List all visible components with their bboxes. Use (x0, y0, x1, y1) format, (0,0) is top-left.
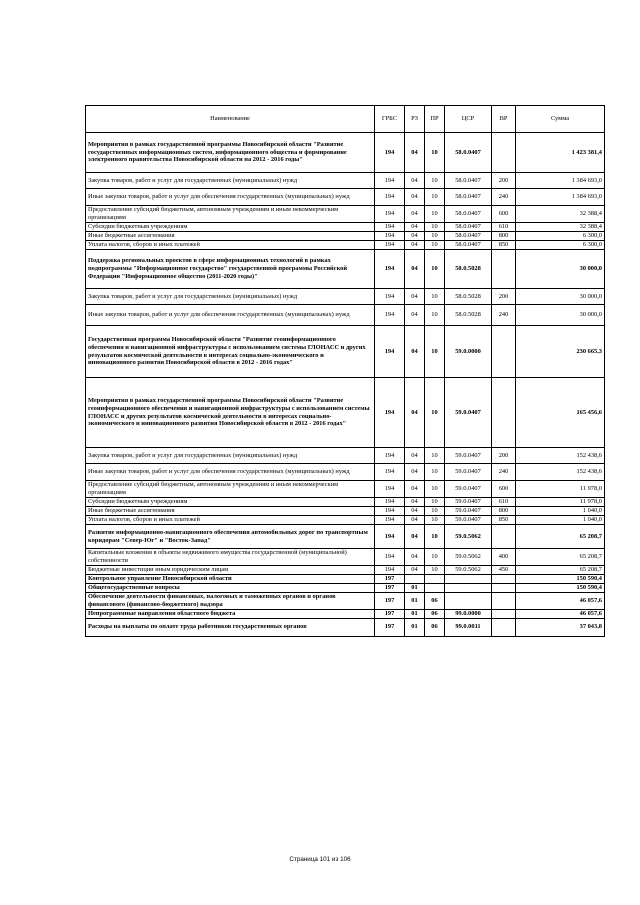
cell-vr: 600 (492, 206, 516, 223)
header-rz: РЗ (405, 106, 425, 133)
cell-vr: 200 (492, 448, 516, 464)
cell-name: Бюджетные инвестиции иным юридическим лицам (86, 565, 375, 574)
cell-pr: 10 (425, 378, 445, 448)
cell-sum: 6 300,0 (516, 232, 605, 241)
cell-vr (492, 525, 516, 549)
cell-sum: 150 590,4 (516, 583, 605, 592)
table-row (86, 507, 605, 516)
cell-csr: 58.0.5028 (445, 250, 492, 289)
cell-rz: 01 (405, 609, 425, 618)
cell-pr: 10 (425, 549, 445, 566)
cell-name: Государственная программа Новосибирской области "Развитие геоинформационного обеспечения и навигационной инфраструктуры с использованием системы ГЛОНАСС и других результатов космической деятельности в интересах социально-экономического и инновационного развития Новосибирской области в 2012 - 2016 годах" (86, 326, 375, 378)
table-row (86, 618, 605, 636)
cell-pr (425, 583, 445, 592)
table-row (86, 189, 605, 206)
cell-rz: 04 (405, 498, 425, 507)
cell-vr (492, 583, 516, 592)
cell-csr (445, 574, 492, 583)
cell-vr: 600 (492, 481, 516, 498)
cell-grbs: 197 (375, 609, 405, 618)
cell-csr: 59.0.5062 (445, 565, 492, 574)
cell-name: Поддержка региональных проектов в сфере информационных технологий в рамках подпрограммы "Информационное государство" государственной программы Российской Федерации "Информационное общество (2011-2020 годы)" (86, 250, 375, 289)
cell-rz: 04 (405, 464, 425, 481)
table-row (86, 481, 605, 498)
cell-name: Закупка товаров, работ и услуг для государственных (муниципальных) нужд (86, 173, 375, 189)
cell-grbs: 194 (375, 189, 405, 206)
cell-pr: 10 (425, 305, 445, 326)
cell-csr (445, 583, 492, 592)
cell-grbs: 194 (375, 326, 405, 378)
cell-grbs: 197 (375, 618, 405, 636)
cell-csr: 58.0.0407 (445, 133, 492, 173)
cell-vr (492, 618, 516, 636)
cell-pr: 06 (425, 592, 445, 609)
cell-csr: 59.0.0407 (445, 507, 492, 516)
cell-rz: 04 (405, 507, 425, 516)
page-footer: Страница 101 из 106 (289, 856, 351, 863)
header-sum: Сумма (516, 106, 605, 133)
table-row (86, 516, 605, 525)
cell-grbs: 194 (375, 549, 405, 566)
cell-grbs: 197 (375, 592, 405, 609)
cell-csr: 59.0.5062 (445, 549, 492, 566)
cell-sum: 152 438,6 (516, 464, 605, 481)
cell-csr: 58.0.0407 (445, 189, 492, 206)
cell-name: Иные закупки товаров, работ и услуг для обеспечения государственных (муниципальных) нужд (86, 305, 375, 326)
cell-csr: 59.0.0407 (445, 378, 492, 448)
cell-pr: 10 (425, 525, 445, 549)
cell-rz (405, 574, 425, 583)
cell-sum: 6 300,0 (516, 241, 605, 250)
cell-sum: 11 978,0 (516, 498, 605, 507)
cell-name: Субсидии бюджетным учреждениям (86, 223, 375, 232)
cell-csr: 99.0.0011 (445, 618, 492, 636)
cell-rz: 04 (405, 250, 425, 289)
table-row (86, 448, 605, 464)
cell-vr: 200 (492, 173, 516, 189)
cell-pr: 10 (425, 448, 445, 464)
cell-vr (492, 250, 516, 289)
header-grbs: ГРБС (375, 106, 405, 133)
table-row (86, 133, 605, 173)
cell-pr: 06 (425, 609, 445, 618)
table-row (86, 326, 605, 378)
cell-name: Иные закупки товаров, работ и услуг для обеспечения государственных (муниципальных) нужд (86, 464, 375, 481)
cell-name: Уплата налогов, сборов и иных платежей (86, 241, 375, 250)
cell-rz: 04 (405, 289, 425, 305)
cell-sum: 65 208,7 (516, 549, 605, 566)
cell-grbs: 194 (375, 448, 405, 464)
cell-grbs: 194 (375, 250, 405, 289)
cell-csr: 58.0.5028 (445, 305, 492, 326)
header-csr: ЦСР (445, 106, 492, 133)
cell-vr (492, 133, 516, 173)
cell-sum: 32 388,4 (516, 223, 605, 232)
cell-csr: 58.0.0407 (445, 223, 492, 232)
cell-csr: 58.0.0407 (445, 173, 492, 189)
cell-rz: 04 (405, 241, 425, 250)
header-row (86, 106, 605, 133)
cell-name: Закупка товаров, работ и услуг для государственных (муниципальных) нужд (86, 289, 375, 305)
table-row (86, 241, 605, 250)
cell-vr (492, 378, 516, 448)
cell-vr (492, 592, 516, 609)
cell-pr: 10 (425, 133, 445, 173)
cell-sum: 65 208,7 (516, 565, 605, 574)
cell-pr: 10 (425, 507, 445, 516)
cell-vr: 450 (492, 565, 516, 574)
cell-name: Предоставление субсидий бюджетным, автономным учреждениям и иным некоммерческим организациям (86, 481, 375, 498)
cell-csr: 59.0.0000 (445, 326, 492, 378)
cell-vr: 610 (492, 498, 516, 507)
cell-vr (492, 574, 516, 583)
cell-grbs: 194 (375, 206, 405, 223)
table-row (86, 549, 605, 566)
table-row (86, 232, 605, 241)
cell-rz: 01 (405, 583, 425, 592)
cell-csr: 59.0.5062 (445, 525, 492, 549)
cell-vr: 850 (492, 241, 516, 250)
cell-sum: 152 438,6 (516, 448, 605, 464)
cell-sum: 30 000,0 (516, 250, 605, 289)
cell-vr (492, 609, 516, 618)
cell-rz: 04 (405, 223, 425, 232)
cell-rz: 04 (405, 189, 425, 206)
cell-csr (445, 592, 492, 609)
cell-name: Уплата налогов, сборов и иных платежей (86, 516, 375, 525)
cell-grbs: 194 (375, 565, 405, 574)
cell-csr: 59.0.0407 (445, 448, 492, 464)
table-row (86, 592, 605, 609)
cell-pr: 10 (425, 189, 445, 206)
cell-pr: 10 (425, 481, 445, 498)
cell-rz: 04 (405, 516, 425, 525)
cell-pr: 10 (425, 516, 445, 525)
table-row (86, 305, 605, 326)
cell-name: Мероприятия в рамках государственной программы Новосибирской области "Развитие геоинформационного обеспечения и навигационной инфраструктуры с использованием системы ГЛОНАСС и других результатов космической деятельности в интересах социально-экономического и инновационного развития Новосибирской области в 2012 - 2016 годах" (86, 378, 375, 448)
cell-pr: 10 (425, 464, 445, 481)
cell-name: Контрольное управление Новосибирской области (86, 574, 375, 583)
cell-name: Закупка товаров, работ и услуг для государственных (муниципальных) нужд (86, 448, 375, 464)
cell-name: Развитие информационно-навигационного обеспечения автомобильных дорог по транспортным коридорам "Север-Юг" и "Восток-Запад" (86, 525, 375, 549)
cell-grbs: 194 (375, 232, 405, 241)
table-row (86, 525, 605, 549)
cell-rz: 04 (405, 448, 425, 464)
cell-pr: 10 (425, 232, 445, 241)
table-row (86, 609, 605, 618)
cell-name: Обеспечение деятельности финансовых, налоговых и таможенных органов и органов финансового (финансово-бюджетного) надзора (86, 592, 375, 609)
cell-sum: 46 057,6 (516, 592, 605, 609)
cell-grbs: 194 (375, 223, 405, 232)
cell-sum: 230 665,3 (516, 326, 605, 378)
cell-csr: 59.0.0407 (445, 498, 492, 507)
cell-sum: 1 040,0 (516, 507, 605, 516)
cell-sum: 165 456,6 (516, 378, 605, 448)
header-name: Наименование (86, 106, 375, 133)
cell-name: Предоставление субсидий бюджетным, автономным учреждениям и иным некоммерческим организациям (86, 206, 375, 223)
cell-pr: 10 (425, 565, 445, 574)
cell-sum: 150 590,4 (516, 574, 605, 583)
cell-pr: 10 (425, 498, 445, 507)
cell-pr: 10 (425, 326, 445, 378)
cell-csr: 59.0.0407 (445, 464, 492, 481)
table-row (86, 583, 605, 592)
header-pr: ПР (425, 106, 445, 133)
cell-rz: 04 (405, 481, 425, 498)
cell-pr: 10 (425, 173, 445, 189)
cell-vr: 800 (492, 232, 516, 241)
cell-name: Мероприятия в рамках государственной программы Новосибирской области "Развитие государственных информационных систем, информационного общества и формирование электронного правительства Новосибирской области на 2012 - 2016 годы" (86, 133, 375, 173)
cell-sum: 30 000,0 (516, 289, 605, 305)
cell-vr: 200 (492, 289, 516, 305)
cell-rz: 04 (405, 326, 425, 378)
table-row (86, 289, 605, 305)
cell-rz: 04 (405, 525, 425, 549)
cell-vr (492, 326, 516, 378)
cell-grbs: 194 (375, 464, 405, 481)
cell-rz: 04 (405, 232, 425, 241)
cell-pr: 10 (425, 250, 445, 289)
cell-vr: 850 (492, 516, 516, 525)
cell-rz: 01 (405, 592, 425, 609)
cell-vr: 400 (492, 549, 516, 566)
cell-grbs: 194 (375, 516, 405, 525)
cell-rz: 04 (405, 565, 425, 574)
cell-grbs: 194 (375, 498, 405, 507)
cell-grbs: 194 (375, 507, 405, 516)
cell-sum: 37 043,8 (516, 618, 605, 636)
cell-csr: 58.0.0407 (445, 232, 492, 241)
cell-sum: 1 384 693,0 (516, 189, 605, 206)
cell-name: Иные бюджетные ассигнования (86, 507, 375, 516)
cell-rz: 04 (405, 305, 425, 326)
cell-vr: 240 (492, 189, 516, 206)
cell-sum: 46 057,6 (516, 609, 605, 618)
cell-rz: 04 (405, 549, 425, 566)
cell-rz: 04 (405, 378, 425, 448)
table-row (86, 173, 605, 189)
header-vr: ВР (492, 106, 516, 133)
cell-grbs: 194 (375, 378, 405, 448)
table-row (86, 206, 605, 223)
cell-sum: 1 384 693,0 (516, 173, 605, 189)
cell-pr: 10 (425, 289, 445, 305)
cell-csr: 58.0.5028 (445, 289, 492, 305)
cell-csr: 58.0.0407 (445, 241, 492, 250)
cell-vr: 800 (492, 507, 516, 516)
table-row (86, 574, 605, 583)
cell-grbs: 194 (375, 133, 405, 173)
cell-name: Иные бюджетные ассигнования (86, 232, 375, 241)
cell-rz: 01 (405, 618, 425, 636)
cell-grbs: 194 (375, 481, 405, 498)
table-row (86, 378, 605, 448)
cell-csr: 58.0.0407 (445, 206, 492, 223)
cell-pr: 10 (425, 206, 445, 223)
cell-csr: 99.0.0000 (445, 609, 492, 618)
cell-sum: 1 040,0 (516, 516, 605, 525)
cell-vr: 240 (492, 305, 516, 326)
cell-sum: 11 978,0 (516, 481, 605, 498)
cell-grbs: 197 (375, 574, 405, 583)
table-body (86, 133, 605, 637)
cell-sum: 32 388,4 (516, 206, 605, 223)
cell-grbs: 194 (375, 525, 405, 549)
cell-name: Субсидии бюджетным учреждениям (86, 498, 375, 507)
cell-sum: 1 423 381,4 (516, 133, 605, 173)
cell-csr: 59.0.0407 (445, 481, 492, 498)
cell-rz: 04 (405, 173, 425, 189)
table-row (86, 250, 605, 289)
cell-grbs: 194 (375, 241, 405, 250)
cell-pr: 10 (425, 241, 445, 250)
budget-table (85, 105, 605, 637)
table-row (86, 464, 605, 481)
cell-vr: 610 (492, 223, 516, 232)
cell-grbs: 194 (375, 305, 405, 326)
table-row (86, 565, 605, 574)
cell-pr (425, 574, 445, 583)
cell-rz: 04 (405, 133, 425, 173)
cell-grbs: 194 (375, 289, 405, 305)
cell-name: Капитальные вложения в объекты недвижимого имущества государственной (муниципальной) собственности (86, 549, 375, 566)
cell-sum: 65 208,7 (516, 525, 605, 549)
cell-name: Общегосударственные вопросы (86, 583, 375, 592)
cell-grbs: 197 (375, 583, 405, 592)
cell-pr: 06 (425, 618, 445, 636)
cell-grbs: 194 (375, 173, 405, 189)
cell-name: Непрограммные направления областного бюджета (86, 609, 375, 618)
cell-name: Расходы на выплаты по оплате труда работников государственных органов (86, 618, 375, 636)
cell-name: Иные закупки товаров, работ и услуг для обеспечения государственных (муниципальных) нужд (86, 189, 375, 206)
cell-rz: 04 (405, 206, 425, 223)
cell-vr: 240 (492, 464, 516, 481)
cell-csr: 59.0.0407 (445, 516, 492, 525)
cell-pr: 10 (425, 223, 445, 232)
table-row (86, 223, 605, 232)
cell-sum: 30 000,0 (516, 305, 605, 326)
table-row (86, 498, 605, 507)
